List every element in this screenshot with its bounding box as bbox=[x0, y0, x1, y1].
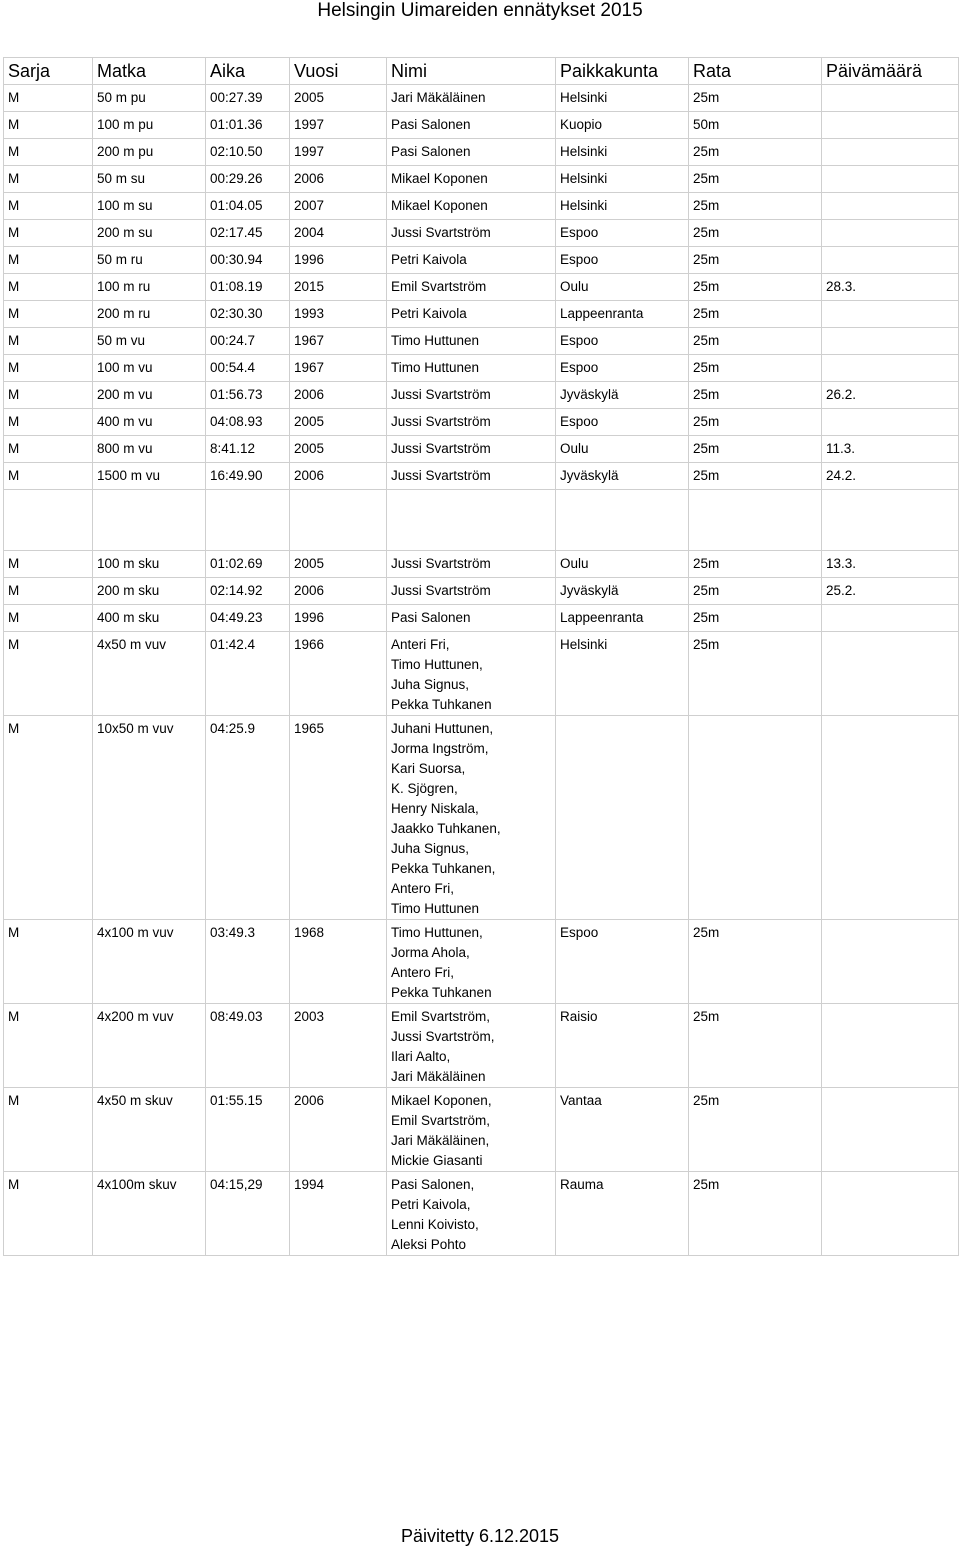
cell-aika: 08:49.03 bbox=[206, 1004, 290, 1088]
cell-vuosi: 2006 bbox=[290, 382, 387, 409]
cell-nimi bbox=[387, 112, 556, 139]
cell-vuosi: 1968 bbox=[290, 920, 387, 1004]
cell-nimi bbox=[387, 716, 556, 920]
swimmer-name: Jussi Svartström bbox=[391, 387, 491, 402]
cell-paikkakunta: Helsinki bbox=[556, 632, 689, 716]
cell-nimi bbox=[387, 551, 556, 578]
cell-vuosi: 1994 bbox=[290, 1172, 387, 1256]
cell-vuosi: 2006 bbox=[290, 578, 387, 605]
swimmer-name: Petri Kaivola, bbox=[391, 1197, 471, 1212]
cell-matka: 100 m ru bbox=[93, 274, 206, 301]
cell-nimi bbox=[387, 463, 556, 490]
cell-vuosi: 1966 bbox=[290, 632, 387, 716]
cell-paikkakunta: Oulu bbox=[556, 436, 689, 463]
cell-sarja: M bbox=[4, 1004, 93, 1088]
cell-vuosi: 2005 bbox=[290, 85, 387, 112]
cell-sarja: M bbox=[4, 578, 93, 605]
cell-nimi bbox=[387, 139, 556, 166]
cell-nimi bbox=[387, 1172, 556, 1256]
col-header-aika: Aika bbox=[206, 58, 290, 85]
cell-aika: 16:49.90 bbox=[206, 463, 290, 490]
cell-nimi bbox=[387, 328, 556, 355]
cell-aika: 04:25.9 bbox=[206, 716, 290, 920]
table-row bbox=[4, 220, 959, 247]
cell-aika: 02:10.50 bbox=[206, 139, 290, 166]
cell-rata: 25m bbox=[689, 355, 822, 382]
cell-vuosi: 2004 bbox=[290, 220, 387, 247]
swimmer-name: Jussi Svartström bbox=[391, 441, 491, 456]
cell-rata bbox=[689, 716, 822, 920]
cell-rata: 25m bbox=[689, 301, 822, 328]
cell-matka: 200 m su bbox=[93, 220, 206, 247]
swimmer-name: Petri Kaivola bbox=[391, 252, 467, 267]
table-row bbox=[4, 301, 959, 328]
cell-sarja: M bbox=[4, 716, 93, 920]
individual-records bbox=[4, 85, 959, 490]
cell-rata: 25m bbox=[689, 436, 822, 463]
cell-aika: 01:08.19 bbox=[206, 274, 290, 301]
cell-pvm bbox=[822, 1172, 959, 1256]
table-row bbox=[4, 382, 959, 409]
cell-paikkakunta: Jyväskylä bbox=[556, 463, 689, 490]
table-row bbox=[4, 355, 959, 382]
cell-rata: 25m bbox=[689, 274, 822, 301]
cell-matka: 200 m sku bbox=[93, 578, 206, 605]
cell-nimi bbox=[387, 409, 556, 436]
swimmer-name: Emil Svartström, bbox=[391, 1009, 491, 1024]
cell-pvm bbox=[822, 632, 959, 716]
cell-rata: 25m bbox=[689, 920, 822, 1004]
cell-vuosi: 1993 bbox=[290, 301, 387, 328]
swimmer-name: Mikael Koponen bbox=[391, 171, 488, 186]
cell-aika: 02:14.92 bbox=[206, 578, 290, 605]
cell-nimi bbox=[387, 436, 556, 463]
cell-rata: 25m bbox=[689, 85, 822, 112]
swimmer-name: Juha Signus, bbox=[391, 677, 470, 692]
cell-pvm bbox=[822, 328, 959, 355]
cell-vuosi: 1967 bbox=[290, 355, 387, 382]
swimmer-name: Mickie Giasanti bbox=[391, 1153, 483, 1168]
swimmer-name: Jussi Svartström bbox=[391, 225, 491, 240]
cell-rata: 25m bbox=[689, 605, 822, 632]
cell-pvm bbox=[822, 355, 959, 382]
cell-sarja: M bbox=[4, 920, 93, 1004]
footer-updated: Päivitetty 6.12.2015 bbox=[400, 1526, 560, 1546]
swimmer-name: Pekka Tuhkanen, bbox=[391, 861, 496, 876]
swimmer-name: Jari Mäkäläinen, bbox=[391, 1133, 490, 1148]
swimmer-name: Jussi Svartström, bbox=[391, 1029, 495, 1044]
cell-aika: 01:56.73 bbox=[206, 382, 290, 409]
cell-vuosi: 1997 bbox=[290, 112, 387, 139]
cell-vuosi: 2015 bbox=[290, 274, 387, 301]
table-row bbox=[4, 409, 959, 436]
cell-nimi bbox=[387, 85, 556, 112]
cell-paikkakunta: Helsinki bbox=[556, 166, 689, 193]
cell-rata: 25m bbox=[689, 1088, 822, 1172]
cell-sarja: M bbox=[4, 247, 93, 274]
swimmer-name: Antero Fri, bbox=[391, 881, 455, 896]
cell-matka: 4x50 m vuv bbox=[93, 632, 206, 716]
cell-matka: 10x50 m vuv bbox=[93, 716, 206, 920]
cell-paikkakunta: Espoo bbox=[556, 220, 689, 247]
cell-nimi bbox=[387, 166, 556, 193]
cell-matka: 4x200 m vuv bbox=[93, 1004, 206, 1088]
cell-matka: 4x50 m skuv bbox=[93, 1088, 206, 1172]
cell-sarja: M bbox=[4, 409, 93, 436]
col-header-rata: Rata bbox=[689, 58, 822, 85]
cell-matka: 4x100 m vuv bbox=[93, 920, 206, 1004]
cell-rata: 25m bbox=[689, 139, 822, 166]
table-row bbox=[4, 193, 959, 220]
section-spacer bbox=[4, 490, 959, 551]
swimmer-name: Kari Suorsa, bbox=[391, 761, 466, 776]
cell-nimi bbox=[387, 301, 556, 328]
table-row bbox=[4, 436, 959, 463]
cell-sarja: M bbox=[4, 463, 93, 490]
cell-sarja: M bbox=[4, 112, 93, 139]
cell-sarja: M bbox=[4, 85, 93, 112]
cell-aika: 04:08.93 bbox=[206, 409, 290, 436]
cell-nimi bbox=[387, 1088, 556, 1172]
cell-aika: 04:49.23 bbox=[206, 605, 290, 632]
cell-rata: 25m bbox=[689, 409, 822, 436]
cell-paikkakunta: Jyväskylä bbox=[556, 382, 689, 409]
cell-sarja: M bbox=[4, 301, 93, 328]
cell-aika: 00:29.26 bbox=[206, 166, 290, 193]
cell-pvm bbox=[822, 605, 959, 632]
table-row bbox=[4, 716, 959, 920]
cell-paikkakunta: Espoo bbox=[556, 247, 689, 274]
cell-vuosi: 2006 bbox=[290, 1088, 387, 1172]
swimmer-name: Juha Signus, bbox=[391, 841, 470, 856]
cell-rata: 25m bbox=[689, 1172, 822, 1256]
swimmer-name: Timo Huttunen, bbox=[391, 925, 483, 940]
cell-matka: 200 m vu bbox=[93, 382, 206, 409]
swimmer-name: Antero Fri, bbox=[391, 965, 455, 980]
cell-sarja: M bbox=[4, 382, 93, 409]
cell-rata: 25m bbox=[689, 578, 822, 605]
cell-sarja: M bbox=[4, 1088, 93, 1172]
cell-paikkakunta: Oulu bbox=[556, 551, 689, 578]
col-header-nimi: Nimi bbox=[387, 58, 556, 85]
cell-aika: 00:27.39 bbox=[206, 85, 290, 112]
cell-matka: 400 m sku bbox=[93, 605, 206, 632]
swimmer-name: Aleksi Pohto bbox=[391, 1237, 467, 1252]
swimmer-name: Henry Niskala, bbox=[391, 801, 479, 816]
cell-vuosi: 2005 bbox=[290, 436, 387, 463]
cell-sarja: M bbox=[4, 166, 93, 193]
swimmer-name: Pasi Salonen bbox=[391, 117, 471, 132]
swimmer-name: Jari Mäkäläinen bbox=[391, 90, 486, 105]
cell-pvm: 24.2. bbox=[822, 463, 959, 490]
cell-paikkakunta: Oulu bbox=[556, 274, 689, 301]
swimmer-name: Jaakko Tuhkanen, bbox=[391, 821, 501, 836]
cell-aika: 01:55.15 bbox=[206, 1088, 290, 1172]
cell-rata: 25m bbox=[689, 463, 822, 490]
swimmer-name: Timo Huttunen, bbox=[391, 657, 483, 672]
cell-vuosi: 2006 bbox=[290, 463, 387, 490]
cell-aika: 01:42.4 bbox=[206, 632, 290, 716]
table-row bbox=[4, 247, 959, 274]
cell-nimi bbox=[387, 355, 556, 382]
cell-pvm bbox=[822, 220, 959, 247]
swimmer-name: Anteri Fri, bbox=[391, 637, 450, 652]
cell-matka: 100 m su bbox=[93, 193, 206, 220]
table-row bbox=[4, 1172, 959, 1256]
cell-sarja: M bbox=[4, 632, 93, 716]
cell-matka: 50 m su bbox=[93, 166, 206, 193]
cell-sarja: M bbox=[4, 274, 93, 301]
table-row bbox=[4, 328, 959, 355]
cell-aika: 01:04.05 bbox=[206, 193, 290, 220]
records-table bbox=[3, 57, 959, 1256]
cell-pvm bbox=[822, 112, 959, 139]
cell-paikkakunta: Raisio bbox=[556, 1004, 689, 1088]
cell-aika: 04:15,29 bbox=[206, 1172, 290, 1256]
table-row bbox=[4, 139, 959, 166]
cell-nimi bbox=[387, 578, 556, 605]
page-title: Helsingin Uimareiden ennätykset 2015 bbox=[317, 0, 643, 21]
cell-pvm: 11.3. bbox=[822, 436, 959, 463]
cell-matka: 4x100m skuv bbox=[93, 1172, 206, 1256]
cell-rata: 25m bbox=[689, 247, 822, 274]
cell-nimi bbox=[387, 274, 556, 301]
swimmer-name: Jorma Ingström, bbox=[391, 741, 489, 756]
cell-paikkakunta: Helsinki bbox=[556, 193, 689, 220]
cell-sarja: M bbox=[4, 139, 93, 166]
swimmer-name: Ilari Aalto, bbox=[391, 1049, 451, 1064]
cell-rata: 25m bbox=[689, 220, 822, 247]
cell-vuosi: 1965 bbox=[290, 716, 387, 920]
cell-nimi bbox=[387, 220, 556, 247]
cell-pvm: 25.2. bbox=[822, 578, 959, 605]
cell-rata: 25m bbox=[689, 1004, 822, 1088]
cell-vuosi: 1996 bbox=[290, 247, 387, 274]
cell-aika: 03:49.3 bbox=[206, 920, 290, 1004]
cell-aika: 02:30.30 bbox=[206, 301, 290, 328]
cell-vuosi: 1996 bbox=[290, 605, 387, 632]
table-row bbox=[4, 85, 959, 112]
cell-sarja: M bbox=[4, 220, 93, 247]
cell-pvm: 26.2. bbox=[822, 382, 959, 409]
cell-paikkakunta: Espoo bbox=[556, 355, 689, 382]
swimmer-name: Jari Mäkäläinen bbox=[391, 1069, 486, 1084]
cell-rata: 25m bbox=[689, 632, 822, 716]
cell-vuosi: 2007 bbox=[290, 193, 387, 220]
cell-sarja: M bbox=[4, 436, 93, 463]
table-row bbox=[4, 551, 959, 578]
cell-pvm: 13.3. bbox=[822, 551, 959, 578]
cell-nimi bbox=[387, 605, 556, 632]
cell-paikkakunta: Espoo bbox=[556, 409, 689, 436]
table-row bbox=[4, 463, 959, 490]
swimmer-name: Pasi Salonen bbox=[391, 610, 471, 625]
cell-rata: 25m bbox=[689, 166, 822, 193]
cell-matka: 50 m pu bbox=[93, 85, 206, 112]
cell-aika: 00:54.4 bbox=[206, 355, 290, 382]
swimmer-name: Pekka Tuhkanen bbox=[391, 985, 492, 1000]
swimmer-name: Jussi Svartström bbox=[391, 583, 491, 598]
cell-pvm bbox=[822, 920, 959, 1004]
table-row bbox=[4, 632, 959, 716]
col-header-matka: Matka bbox=[93, 58, 206, 85]
cell-paikkakunta: Lappeenranta bbox=[556, 301, 689, 328]
cell-sarja: M bbox=[4, 605, 93, 632]
cell-pvm bbox=[822, 139, 959, 166]
cell-vuosi: 1967 bbox=[290, 328, 387, 355]
cell-nimi bbox=[387, 247, 556, 274]
cell-sarja: M bbox=[4, 1172, 93, 1256]
cell-matka: 1500 m vu bbox=[93, 463, 206, 490]
swimmer-name: Jussi Svartström bbox=[391, 414, 491, 429]
cell-rata: 50m bbox=[689, 112, 822, 139]
cell-rata: 25m bbox=[689, 328, 822, 355]
table-row bbox=[4, 166, 959, 193]
swimmer-name: Timo Huttunen bbox=[391, 901, 480, 916]
cell-vuosi: 1997 bbox=[290, 139, 387, 166]
swimmer-name: Emil Svartström, bbox=[391, 1113, 491, 1128]
swimmer-name: Mikael Koponen bbox=[391, 198, 488, 213]
swimmer-name: Jussi Svartström bbox=[391, 468, 491, 483]
cell-aika: 00:30.94 bbox=[206, 247, 290, 274]
swimmer-name: Timo Huttunen bbox=[391, 360, 480, 375]
table-row bbox=[4, 605, 959, 632]
swimmer-name: Petri Kaivola bbox=[391, 306, 467, 321]
cell-rata: 25m bbox=[689, 193, 822, 220]
swimmer-name: Jorma Ahola, bbox=[391, 945, 470, 960]
cell-sarja: M bbox=[4, 551, 93, 578]
table-row bbox=[4, 274, 959, 301]
cell-matka: 100 m pu bbox=[93, 112, 206, 139]
cell-vuosi: 2003 bbox=[290, 1004, 387, 1088]
cell-paikkakunta: Vantaa bbox=[556, 1088, 689, 1172]
cell-pvm bbox=[822, 1004, 959, 1088]
cell-matka: 100 m vu bbox=[93, 355, 206, 382]
cell-nimi bbox=[387, 193, 556, 220]
swimmer-name: K. Sjögren, bbox=[391, 781, 458, 796]
cell-paikkakunta: Espoo bbox=[556, 328, 689, 355]
cell-pvm: 28.3. bbox=[822, 274, 959, 301]
cell-aika: 02:17.45 bbox=[206, 220, 290, 247]
cell-aika: 01:02.69 bbox=[206, 551, 290, 578]
spacer-row bbox=[4, 490, 959, 551]
cell-matka: 400 m vu bbox=[93, 409, 206, 436]
cell-sarja: M bbox=[4, 328, 93, 355]
cell-matka: 800 m vu bbox=[93, 436, 206, 463]
cell-nimi bbox=[387, 632, 556, 716]
cell-matka: 50 m vu bbox=[93, 328, 206, 355]
cell-sarja: M bbox=[4, 355, 93, 382]
swimmer-name: Timo Huttunen bbox=[391, 333, 480, 348]
cell-aika: 01:01.36 bbox=[206, 112, 290, 139]
cell-matka: 200 m ru bbox=[93, 301, 206, 328]
cell-rata: 25m bbox=[689, 382, 822, 409]
col-header-vuosi: Vuosi bbox=[290, 58, 387, 85]
cell-nimi bbox=[387, 382, 556, 409]
header-row bbox=[4, 58, 959, 85]
col-header-paivamaara: Päivämäärä bbox=[822, 58, 959, 85]
cell-paikkakunta bbox=[556, 716, 689, 920]
cell-pvm bbox=[822, 166, 959, 193]
cell-paikkakunta: Jyväskylä bbox=[556, 578, 689, 605]
cell-paikkakunta: Helsinki bbox=[556, 139, 689, 166]
cell-pvm bbox=[822, 716, 959, 920]
cell-nimi bbox=[387, 1004, 556, 1088]
cell-paikkakunta: Espoo bbox=[556, 920, 689, 1004]
table-row bbox=[4, 112, 959, 139]
cell-pvm bbox=[822, 193, 959, 220]
cell-nimi bbox=[387, 920, 556, 1004]
swimmer-name: Jussi Svartström bbox=[391, 556, 491, 571]
swimmer-name: Mikael Koponen, bbox=[391, 1093, 492, 1108]
cell-pvm bbox=[822, 409, 959, 436]
table-row bbox=[4, 1004, 959, 1088]
cell-pvm bbox=[822, 301, 959, 328]
cell-aika: 8:41.12 bbox=[206, 436, 290, 463]
swimmer-name: Pasi Salonen, bbox=[391, 1177, 475, 1192]
swimmer-name: Pekka Tuhkanen bbox=[391, 697, 492, 712]
col-header-sarja: Sarja bbox=[4, 58, 93, 85]
table-row bbox=[4, 578, 959, 605]
cell-paikkakunta: Helsinki bbox=[556, 85, 689, 112]
swimmer-name: Pasi Salonen bbox=[391, 144, 471, 159]
cell-pvm bbox=[822, 247, 959, 274]
swimmer-name: Lenni Koivisto, bbox=[391, 1217, 479, 1232]
table-row bbox=[4, 1088, 959, 1172]
medley-relay-records bbox=[4, 551, 959, 1256]
cell-pvm bbox=[822, 1088, 959, 1172]
cell-matka: 50 m ru bbox=[93, 247, 206, 274]
cell-vuosi: 2005 bbox=[290, 409, 387, 436]
cell-matka: 200 m pu bbox=[93, 139, 206, 166]
cell-vuosi: 2006 bbox=[290, 166, 387, 193]
cell-paikkakunta: Lappeenranta bbox=[556, 605, 689, 632]
cell-vuosi: 2005 bbox=[290, 551, 387, 578]
col-header-paikkakunta: Paikkakunta bbox=[556, 58, 689, 85]
cell-matka: 100 m sku bbox=[93, 551, 206, 578]
cell-paikkakunta: Kuopio bbox=[556, 112, 689, 139]
table-row bbox=[4, 920, 959, 1004]
cell-rata: 25m bbox=[689, 551, 822, 578]
cell-sarja: M bbox=[4, 193, 93, 220]
cell-paikkakunta: Rauma bbox=[556, 1172, 689, 1256]
cell-pvm bbox=[822, 85, 959, 112]
swimmer-name: Emil Svartström bbox=[391, 279, 487, 294]
swimmer-name: Juhani Huttunen, bbox=[391, 721, 494, 736]
cell-aika: 00:24.7 bbox=[206, 328, 290, 355]
